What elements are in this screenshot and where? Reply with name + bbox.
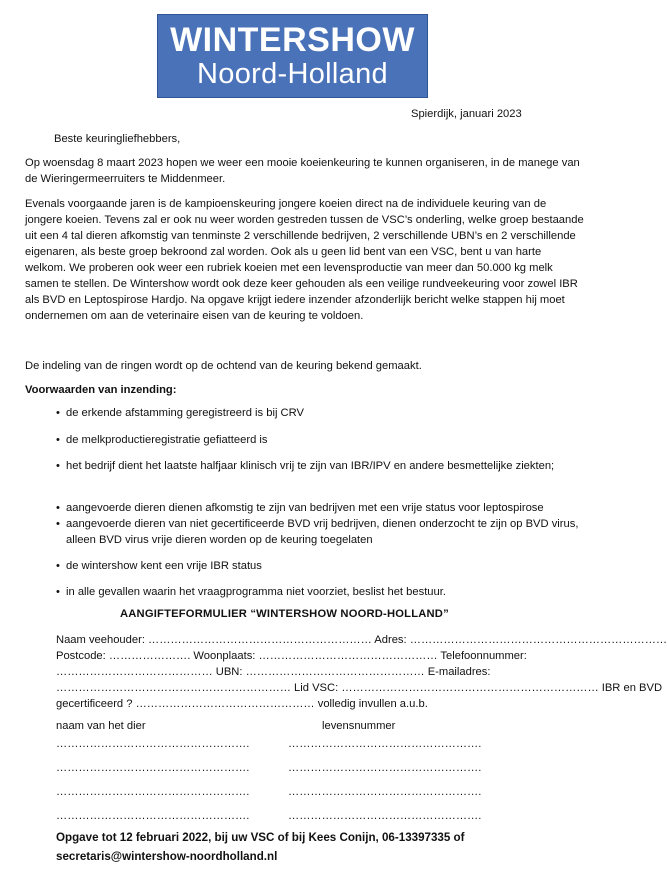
column-animal-name: naam van het dier bbox=[56, 720, 146, 732]
footer-line-1: Opgave tot 12 februari 2022, bij uw VSC of bij Kees Conijn, 06-13397335 of bbox=[56, 831, 465, 844]
residence-label: Woonplaats: bbox=[193, 650, 256, 662]
animal-name-field-1[interactable]: ……………………………………………. bbox=[56, 738, 250, 750]
vsc-label: Lid VSC: bbox=[294, 682, 339, 694]
conditions-title: Voorwaarden van inzending: bbox=[25, 384, 177, 396]
logo-line-2: Noord-Holland bbox=[197, 58, 388, 90]
condition-item: • de wintershow kent een vrije IBR status bbox=[56, 560, 262, 572]
phone-label: Telefoonnummer: bbox=[440, 650, 527, 662]
postcode-label: Postcode: bbox=[56, 650, 106, 662]
certified-label: gecertificeerd ? bbox=[56, 698, 133, 710]
condition-item: • aangevoerde dieren dienen afkomstig te zijn van bedrijven met een vrije status voor leptospirose bbox=[56, 502, 544, 514]
address-field[interactable]: …………………………………………………………… bbox=[409, 634, 667, 646]
email-label: E-mailadres: bbox=[427, 666, 491, 678]
form-line-ubn bbox=[56, 664, 596, 680]
postcode-field[interactable]: …………………. bbox=[108, 650, 191, 662]
condition-item: • de melkproductieregistratie gefiatteerd is bbox=[56, 434, 268, 446]
life-number-field-1[interactable]: ……………………………………………. bbox=[288, 738, 482, 750]
certified-field[interactable]: ………………………………………… bbox=[135, 698, 315, 710]
fill-note: volledig invullen a.u.b. bbox=[317, 698, 428, 710]
column-life-number: levensnummer bbox=[322, 720, 396, 732]
condition-item: • het bedrijf dient het laatste halfjaar klinisch vrij te zijn van IBR/IPV en andere besmettelijke ziekten; bbox=[56, 460, 555, 472]
ubn-field[interactable]: ………………………………………… bbox=[245, 666, 425, 678]
form-title: AANGIFTEFORMULIER “WINTERSHOW NOORD-HOLLAND” bbox=[120, 608, 449, 620]
form-line-certified bbox=[56, 696, 596, 712]
life-number-field-4[interactable]: ……………………………………………. bbox=[288, 810, 482, 822]
paragraph-rings: De indeling van de ringen wordt op de ochtend van de keuring bekend gemaakt. bbox=[25, 360, 422, 372]
phone-field[interactable]: …………………………………… bbox=[56, 666, 213, 678]
salutation: Beste keuringliefhebbers, bbox=[54, 133, 181, 145]
condition-item: • de erkende afstamming geregistreerd is bij CRV bbox=[56, 407, 304, 419]
ibr-bvd-label: IBR en BVD bbox=[601, 682, 663, 694]
paragraph-intro: Op woensdag 8 maart 2023 hopen we weer een mooie koeienkeuring te kunnen organiseren, in de manege van de Wieringermeerruiters te Middenmeer. bbox=[25, 157, 580, 185]
form-line-postcode bbox=[56, 648, 596, 664]
form-line-name-address bbox=[56, 632, 667, 648]
life-number-field-3[interactable]: ……………………………………………. bbox=[288, 786, 482, 798]
residence-field[interactable]: ………………………………………… bbox=[258, 650, 438, 662]
name-label: Naam veehouder: bbox=[56, 634, 145, 646]
condition-item: • aangevoerde dieren van niet gecertificeerde BVD vrij bedrijven, dienen onderzocht te zijn op BVD virus, alleen BVD virus vrije dieren worden op de keuring toegelaten bbox=[56, 518, 579, 546]
animal-name-field-3[interactable]: ……………………………………………. bbox=[56, 786, 250, 798]
footer-email[interactable]: secretaris@wintershow-noordholland.nl bbox=[56, 850, 278, 863]
ubn-label: UBN: bbox=[215, 666, 243, 678]
logo-line-1: WINTERSHOW bbox=[170, 21, 415, 59]
email-field[interactable]: ……………………………………………………… bbox=[56, 682, 291, 694]
paragraph-details: Evenals voorgaande jaren is de kampioenskeuring jongere koeien direct na de individuele keuring van de jongere koeien. Tevens zal er ook nu weer worden gestreden tussen de VSC’s onderling, welke groep bestaande uit een 4 tal dieren afkomstig van tenminste 2 verschillende bedrijven, 2 verschillende UBN’s en 2 verschillende eigenaren, als beste groep bekroond zal worden. Ook als u geen lid bent van een VSC, bent u van harte welkom. We proberen ook weer een rubriek koeien met een levensproductie van meer dan 50.000 kg melk samen te stellen. De Wintershow wordt ook deze keer gehouden als een veilige rundveekeuring voor zowel IBR als BVD en Leptospirose Hardjo. Na opgave krijgt iedere inzender afzonderlijk bericht welke stappen hij moet ondernemen om aan de veterinaire eisen van de keuring te voldoen. bbox=[25, 198, 584, 322]
life-number-field-2[interactable]: ……………………………………………. bbox=[288, 762, 482, 774]
animal-name-field-2[interactable]: ……………………………………………. bbox=[56, 762, 250, 774]
animal-name-field-4[interactable]: ……………………………………………. bbox=[56, 810, 250, 822]
wintershow-logo bbox=[157, 14, 428, 98]
form-line-vsc bbox=[56, 680, 663, 696]
letter-date: Spierdijk, januari 2023 bbox=[411, 108, 522, 120]
footer-note bbox=[56, 828, 465, 866]
condition-item: • in alle gevallen waarin het vraagprogramma niet voorziet, beslist het bestuur. bbox=[56, 586, 446, 598]
name-field[interactable]: …………………………………………………… bbox=[148, 634, 372, 646]
vsc-field[interactable]: …………………………………………………………… bbox=[341, 682, 599, 694]
address-label: Adres: bbox=[374, 634, 407, 646]
